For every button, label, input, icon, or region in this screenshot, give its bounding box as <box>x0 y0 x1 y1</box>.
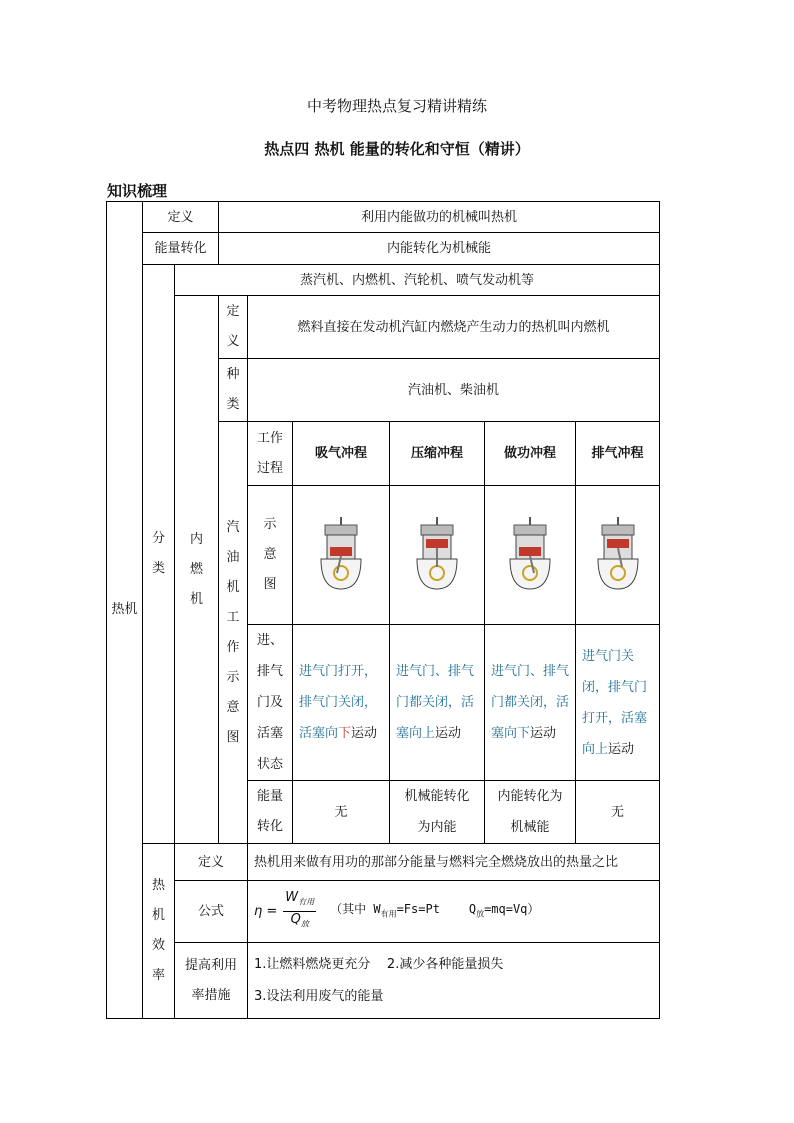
stroke-name: 排气冲程 <box>591 446 644 461</box>
stroke-name: 吸气冲程 <box>314 446 367 461</box>
measures-label: 提高利用率措施 <box>184 957 237 1003</box>
classify-label: 分类 <box>151 531 165 576</box>
diagram-label: 示意图 <box>263 517 277 592</box>
energy-conversion: 机械能转化为内能 <box>404 789 470 835</box>
energy-label: 能量转化 <box>154 241 207 256</box>
document-title: 中考物理热点复习精讲精练 <box>306 97 487 115</box>
definition-label: 定义 <box>167 209 194 225</box>
formula-label: 公式 <box>197 904 224 919</box>
measure-item: 1.让燃料燃烧更充分 2.减少各种能量损失 <box>254 956 504 972</box>
measures-list <box>248 943 659 1018</box>
efficiency-def-label: 定义 <box>197 854 224 870</box>
process-label: 工作过程 <box>256 430 283 476</box>
energy-value: 内能转化为机械能 <box>386 241 491 256</box>
energy-conversion: 无 <box>610 804 624 820</box>
classify-types: 蒸汽机、内燃机、汽轮机、喷气发动机等 <box>299 272 534 288</box>
energy-conversion: 无 <box>334 804 348 820</box>
intake-stroke-diagram <box>293 486 389 624</box>
root-label: 热机 <box>111 602 138 617</box>
measure-item: 3.设法利用废气的能量 <box>254 988 384 1004</box>
stroke-name: 压缩冲程 <box>410 446 463 461</box>
power-stroke-diagram <box>485 486 575 624</box>
engine-icon <box>407 517 467 593</box>
ice-kind-label: 种类 <box>226 367 240 412</box>
ice-def-value: 燃料直接在发动机汽缸内燃烧产生动力的热机叫内燃机 <box>297 319 610 335</box>
efficiency-def-value: 热机用来做有用功的那部分能量与燃料完全燃烧放出的热量之比 <box>254 854 619 870</box>
efficiency-formula: η = $\frac{W_{有用}}{Q_放}$ （其中 $W_{有用}=Fs=Pt$ $Q_放=mq=Vq$） <box>254 890 540 929</box>
energy-conversion: 内能转化为机械能 <box>497 789 563 835</box>
ice-def-label: 定义 <box>226 304 240 349</box>
document-subtitle: 热点四 热机 能量的转化和守恒（精讲） <box>264 140 530 158</box>
valve-state: 进气门关闭，排气门打开，活塞向上运动 <box>582 648 648 757</box>
exhaust-stroke-diagram <box>576 486 659 624</box>
compression-stroke-diagram <box>390 486 484 624</box>
engine-icon <box>588 517 648 593</box>
ice-kind-value: 汽油机、柴油机 <box>407 382 499 398</box>
valve-label: 进、排气门及活塞状态 <box>256 633 283 772</box>
stroke-name: 做功冲程 <box>503 446 556 461</box>
efficiency-label: 热机效率 <box>151 878 165 983</box>
energy-conversion-label: 能量转化 <box>256 789 283 834</box>
definition-value: 利用内能做功的机械叫热机 <box>360 209 517 225</box>
valve-state: 进气门打开，排气门关闭，活塞向下运动 <box>299 664 378 741</box>
valve-state: 进气门、排气门都关闭，活塞向下运动 <box>491 664 570 741</box>
section-heading: 知识梳理 <box>107 182 168 200</box>
engine-icon <box>500 517 560 593</box>
gas-engine-label: 汽油机工作示意图 <box>226 519 240 745</box>
valve-state: 进气门、排气门都关闭，活塞向上运动 <box>396 664 475 741</box>
ice-label: 内燃机 <box>189 531 203 607</box>
engine-icon <box>311 517 371 593</box>
